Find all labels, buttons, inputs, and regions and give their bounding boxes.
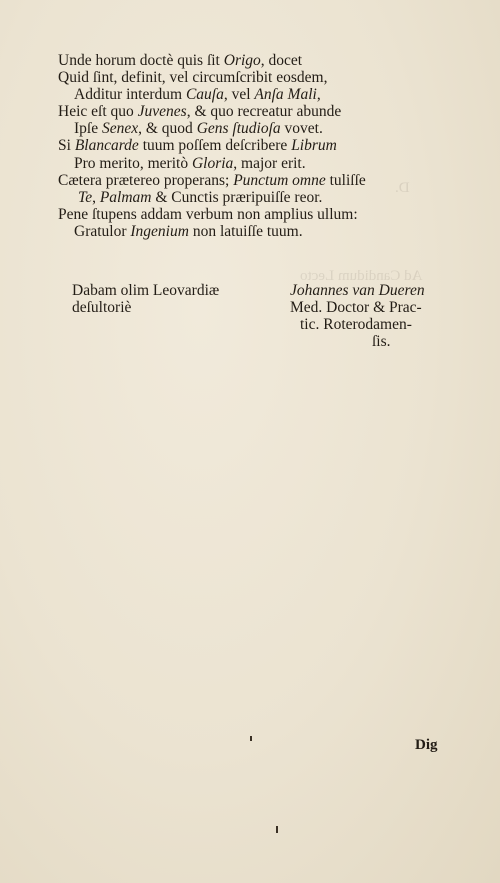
italic-word: Ingenium	[130, 222, 189, 240]
verse-text: ,	[316, 86, 321, 104]
verse-line	[58, 69, 388, 86]
verse-line	[58, 189, 388, 206]
italic-word: Te	[78, 188, 93, 206]
dateline-left	[72, 282, 219, 316]
verse-line	[58, 120, 388, 137]
verse-block	[58, 52, 388, 240]
verse-text: Heic eſt quo	[58, 103, 138, 121]
italic-word: Senex	[101, 120, 139, 138]
verse-text: Additur interdum	[74, 86, 186, 104]
verse-line	[58, 223, 388, 240]
verse-line	[58, 206, 388, 223]
italic-word: Gloria	[191, 154, 234, 172]
italic-word: Blancarde	[74, 137, 139, 155]
signature-line: tic. Roterodamen-	[300, 316, 412, 333]
signature-line: ſis.	[372, 333, 391, 350]
verse-text: Si	[58, 137, 75, 155]
verse-text: Quid ſint, definit, vel circumſcribit eosdem,	[58, 69, 328, 87]
catchword: Dig	[415, 737, 438, 753]
italic-word: Origo	[223, 52, 261, 69]
verse-text: Gratulor	[74, 222, 131, 240]
verse-text: tuliſſe	[325, 171, 366, 189]
verse-text: Unde horum doctè quis ſit	[58, 52, 224, 69]
italic-word: Cauſa	[185, 86, 224, 104]
signature-line: Med. Doctor & Prac-	[290, 299, 422, 316]
show-through-text: D.	[395, 180, 410, 196]
verse-text: & Cunctis præripuiſſe reor.	[151, 188, 323, 206]
verse-text: , & quod	[138, 120, 197, 138]
italic-word: Juvenes	[137, 103, 187, 121]
signature-line: Johannes van Dueren	[290, 282, 425, 299]
verse-text: Ipſe	[74, 120, 102, 138]
italic-word: Anſa Mali	[254, 86, 317, 104]
dateline-line: deſultoriè	[72, 299, 132, 316]
verse-text: Pene ſtupens addam verbum non amplius ullum:	[58, 205, 358, 223]
author-signature	[290, 282, 425, 350]
verse-text: , vel	[223, 86, 255, 104]
verse-text: non latuiſſe tuum.	[188, 222, 303, 240]
ink-speck	[250, 736, 252, 741]
verse-line	[58, 52, 388, 69]
verse-text: , docet	[260, 52, 303, 69]
verse-text: , & quo recreatur abunde	[186, 103, 342, 121]
italic-word: Palmam	[99, 188, 152, 206]
italic-word: Punctum omne	[233, 171, 326, 189]
verse-text: Cætera prætereo properans;	[58, 171, 234, 189]
verse-line	[58, 86, 388, 103]
italic-word: Gens ſtudioſa	[196, 120, 281, 138]
dateline-line: Dabam olim Leovardiæ	[72, 282, 220, 299]
verse-text: , major erit.	[233, 154, 306, 172]
ink-speck	[276, 826, 278, 833]
show-through-text: Ad Candidum Lecto	[300, 268, 423, 284]
verse-text: ,	[92, 188, 100, 206]
verse-line	[58, 155, 388, 172]
verse-line	[58, 137, 388, 154]
verse-text: vovet.	[280, 120, 323, 138]
verse-text: tuum poſſem deſcribere	[138, 137, 292, 155]
verse-line	[58, 103, 388, 120]
verse-line	[58, 172, 388, 189]
verse-text: Pro merito, meritò	[74, 154, 192, 172]
italic-word: Librum	[291, 137, 337, 155]
